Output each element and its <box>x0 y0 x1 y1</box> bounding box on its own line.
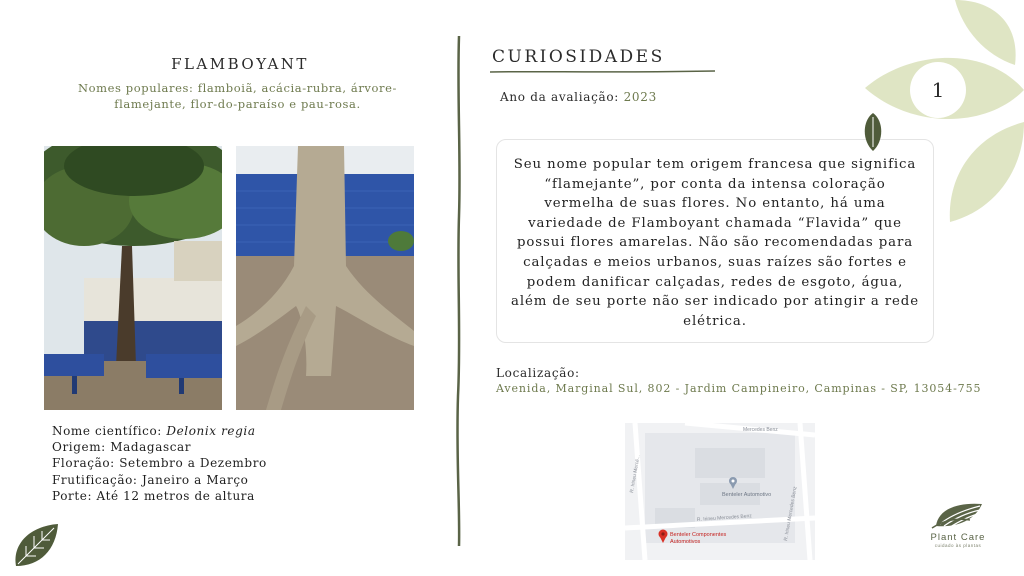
evaluation-year-value: 2023 <box>623 90 657 104</box>
roots-photo <box>236 146 414 410</box>
plant-care-leaf-icon <box>930 500 986 530</box>
evaluation-year: Ano da avaliação: 2023 <box>500 90 657 104</box>
map-street-left: R. Irineu Mercê... <box>629 454 642 494</box>
logo-name: Plant Care <box>930 532 986 543</box>
scientific-name-value: Delonix regia <box>166 424 256 438</box>
vertical-divider <box>453 36 465 546</box>
small-leaf-icon <box>862 113 884 151</box>
flowering: Floração: Setembro a Dezembro <box>52 456 267 471</box>
curiosities-title: CURIOSIDADES <box>492 47 665 67</box>
location-address: Avenida, Marginal Sul, 802 - Jardim Campineiro, Campinas - SP, 13054-755 <box>496 382 982 395</box>
bottom-leaf-icon <box>12 522 60 568</box>
tree-photo <box>44 146 222 410</box>
title-underline <box>490 69 715 75</box>
map-poi-2-line2: Automotivos <box>670 539 701 545</box>
curiosity-box: Seu nome popular tem origem francesa que significa “flamejante”, por conta da intensa coloração vermelha de suas flores. No entanto, há uma variedade de Flamboyant chamada “Flavida” que possui flores amarelas. Não são recomendadas para calçadas e meios urbanos, suas raízes são fortes e podem danificar calçadas, redes de esgoto, água, além de seu porte não ser indicado por atingir a rede elétrica. <box>496 139 934 343</box>
location-label: Localização: <box>496 366 580 380</box>
popular-names: Nomes populares: flamboiã, acácia-rubra, árvore-flamejante, flor-do-paraíso e pau-rosa. <box>77 81 398 111</box>
page-number: 1 <box>910 62 966 118</box>
plant-title: FLAMBOYANT <box>171 55 309 73</box>
plant-facts <box>52 423 382 504</box>
plant-care-logo <box>918 500 998 552</box>
location-map[interactable] <box>625 423 815 560</box>
map-poi-2-line1: Benteler Componentes <box>670 532 727 538</box>
map-street-top: Mercedes Benz <box>743 427 778 433</box>
map-street-right: R. Irineu Mercedes Benz <box>783 486 799 542</box>
scientific-name: Nome científico: Delonix regia <box>52 424 256 438</box>
logo-tagline: cuidado às plantas <box>934 543 982 548</box>
origin: Origem: Madagascar <box>52 440 192 455</box>
fruiting: Frutificação: Janeiro a Março <box>52 472 249 487</box>
map-street-bottom: R. Irineu Mercedes Benz <box>696 513 753 523</box>
size: Porte: Até 12 metros de altura <box>52 488 255 503</box>
map-poi-1: Benteler Automotivo <box>722 492 772 498</box>
